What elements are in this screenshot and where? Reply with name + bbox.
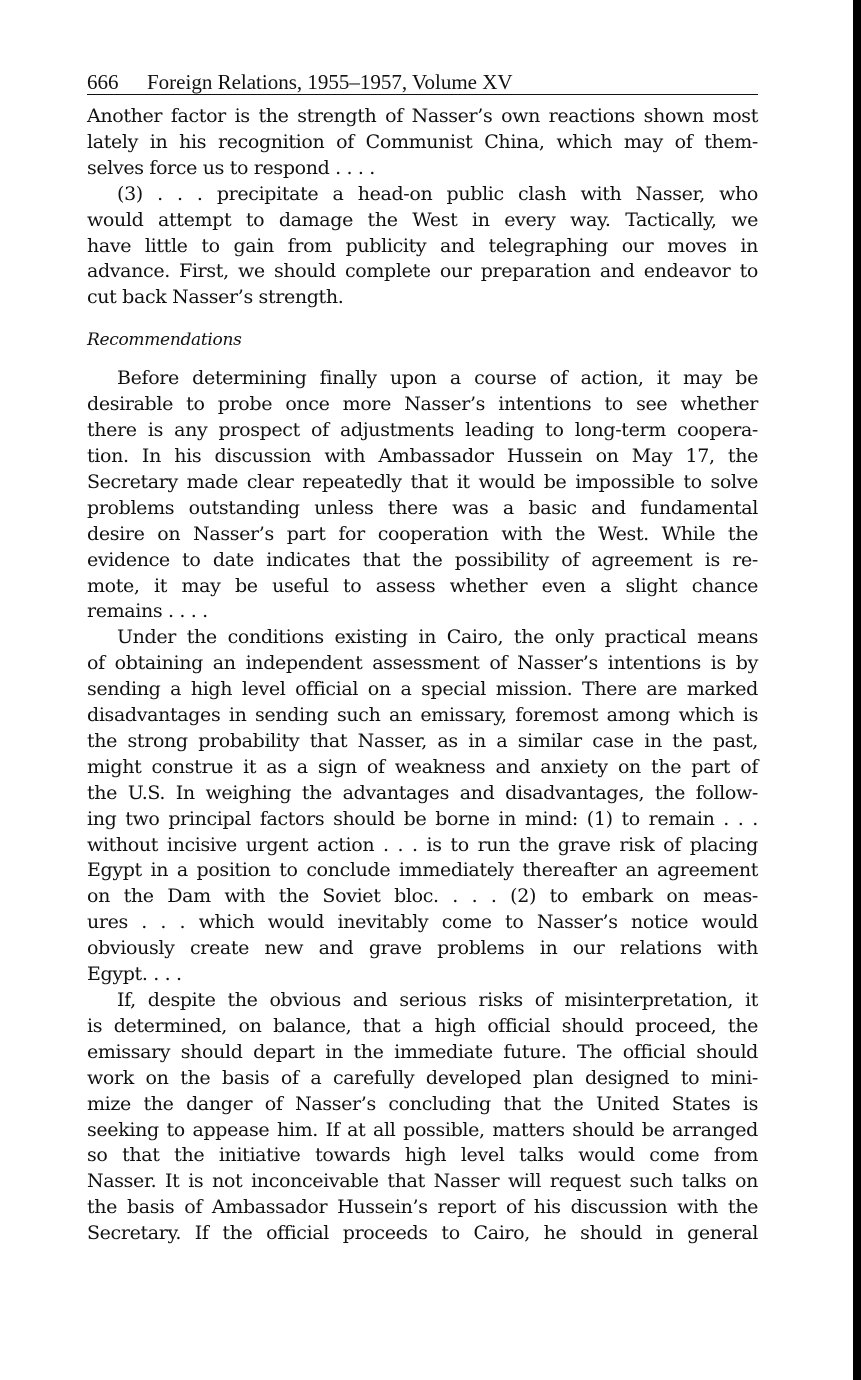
text-line: Before determining finally upon a course of action, it may be	[117, 367, 758, 390]
text-line: of obtaining an independent assessment of Nasser’s intentions is by	[87, 652, 758, 675]
section-heading: Recommendations	[87, 330, 242, 351]
text-line: problems outstanding unless there was a basic and fundamental	[87, 496, 758, 519]
text-line: without incisive urgent action . . . is to run the grave risk of placing	[87, 833, 758, 856]
text-line: Under the conditions existing in Cairo, the only practical means	[117, 626, 758, 649]
paragraph-point-3	[87, 182, 758, 312]
document-page	[87, 68, 758, 1247]
text-line: advance. First, we should complete our preparation and endeavor to	[87, 260, 758, 283]
running-title: Foreign Relations, 1955–1957, Volume XV	[147, 70, 513, 94]
text-line: lately in his recognition of Communist China, which may of them-	[87, 130, 758, 153]
text-line: disadvantages in sending such an emissary, foremost among which is	[87, 704, 758, 727]
text-line: so that the initiative towards high level talks would come from	[87, 1144, 758, 1167]
text-line: Egypt in a position to conclude immediately thereafter an agreement	[87, 859, 758, 882]
text-line: seeking to appease him. If at all possible, matters should be arranged	[87, 1118, 758, 1141]
text-line: cut back Nasser’s strength.	[87, 286, 344, 309]
text-line: there is any prospect of adjustments leading to long-term coopera-	[87, 419, 758, 442]
text-line: mote, it may be useful to assess whether even a slight chance	[87, 574, 758, 597]
scan-edge	[853, 0, 861, 1380]
text-line: is determined, on balance, that a high official should proceed, the	[87, 1014, 758, 1037]
text-line: emissary should depart in the immediate future. The official should	[87, 1040, 758, 1063]
paragraph-recommendations-3	[87, 988, 758, 1247]
text-line: sending a high level official on a special mission. There are marked	[87, 678, 758, 701]
text-line: (3) . . . precipitate a head-on public clash with Nasser, who	[117, 182, 758, 205]
text-line: If, despite the obvious and serious risks of misinterpretation, it	[117, 989, 758, 1011]
paragraph-continuation	[87, 104, 758, 182]
text-line: tion. In his discussion with Ambassador Hussein on May 17, the	[87, 444, 758, 467]
paragraph-recommendations-2	[87, 625, 758, 988]
text-line: remains . . . .	[87, 600, 208, 623]
text-line: ures . . . which would inevitably come to Nasser’s notice would	[87, 911, 758, 934]
text-line: the strong probability that Nasser, as in a similar case in the past,	[87, 729, 758, 752]
text-line: mize the danger of Nasser’s concluding that the United States is	[87, 1092, 758, 1115]
text-line: Secretary made clear repeatedly that it would be impossible to solve	[87, 470, 758, 493]
text-line: Secretary. If the official proceeds to Cairo, he should in general	[87, 1222, 758, 1245]
text-line: on the Dam with the Soviet bloc. . . . (2) to embark on meas-	[87, 885, 758, 908]
text-line: Egypt. . . .	[87, 963, 182, 986]
text-line: Another factor is the strength of Nasser’s own reactions shown most	[87, 105, 758, 127]
text-line: the basis of Ambassador Hussein’s report of his discussion with the	[87, 1196, 758, 1219]
text-line: would attempt to damage the West in every way. Tactically, we	[87, 208, 758, 231]
text-line: evidence to date indicates that the possibility of agreement is re-	[87, 548, 758, 571]
text-line: work on the basis of a carefully developed plan designed to mini-	[87, 1066, 758, 1089]
text-line: ing two principal factors should be borne in mind: (1) to remain . . .	[87, 807, 758, 830]
paragraph-recommendations-1	[87, 366, 758, 625]
text-line: obviously create new and grave problems in our relations with	[87, 937, 758, 960]
running-head	[87, 68, 758, 95]
text-line: the U.S. In weighing the advantages and disadvantages, the follow-	[87, 781, 758, 804]
text-line: selves force us to respond . . . .	[87, 156, 375, 179]
text-line: desirable to probe once more Nasser’s intentions to see whether	[87, 393, 758, 416]
text-line: desire on Nasser’s part for cooperation with the West. While the	[87, 522, 758, 545]
body-text	[87, 104, 758, 1247]
text-line: Nasser. It is not inconceivable that Nasser will request such talks on	[87, 1170, 758, 1193]
text-line: might construe it as a sign of weakness and anxiety on the part of	[87, 755, 758, 778]
text-line: have little to gain from publicity and telegraphing our moves in	[87, 234, 758, 257]
page-number: 666	[87, 70, 119, 94]
